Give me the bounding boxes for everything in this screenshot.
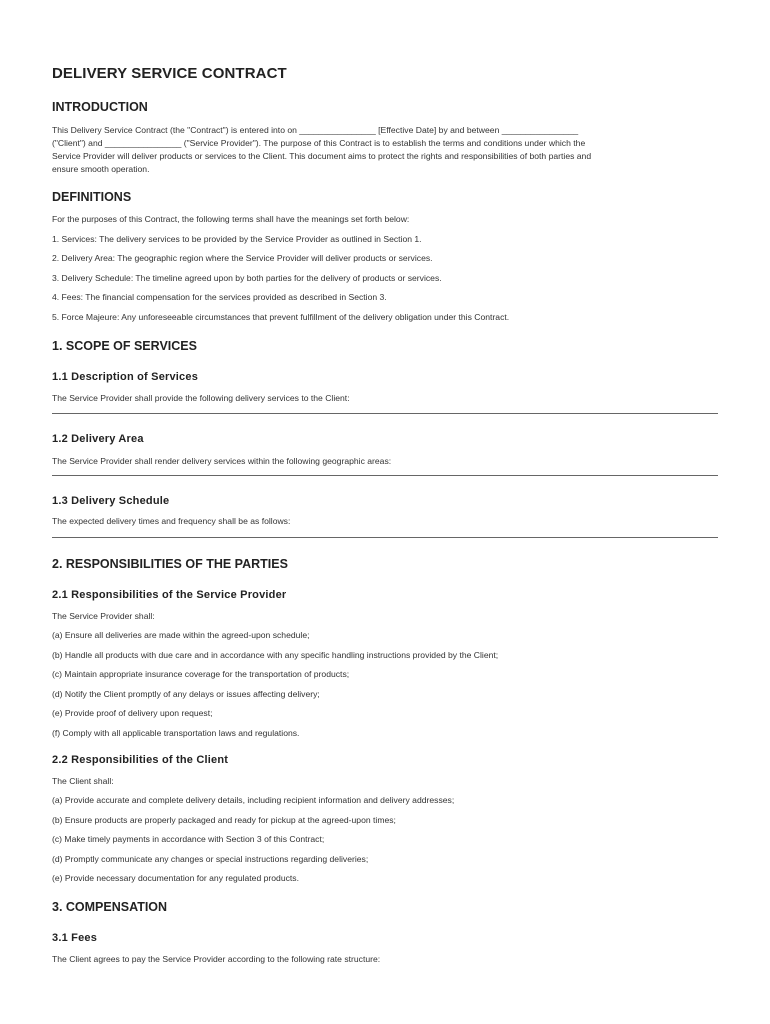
client-item: (e) Provide necessary documentation for any regulated products. xyxy=(52,873,299,883)
fees-text: The Client agrees to pay the Service Provider according to the following rate structure: xyxy=(52,954,381,964)
introduction-heading: INTRODUCTION xyxy=(52,100,148,114)
provider-item: (b) Handle all products with due care and in accordance with any specific handling instructions provided by the Client; xyxy=(52,650,499,660)
client-item: (d) Promptly communicate any changes or special instructions regarding deliveries; xyxy=(52,854,369,864)
delivery-schedule-heading: 1.3 Delivery Schedule xyxy=(52,495,170,507)
provider-responsibilities-heading: 2.1 Responsibilities of the Service Provider xyxy=(52,589,287,601)
delivery-area-text: The Service Provider shall render delivery services within the following geographic areas: xyxy=(52,456,392,466)
fill-in-line xyxy=(52,413,718,414)
provider-item: (a) Ensure all deliveries are made within the agreed-upon schedule; xyxy=(52,630,310,640)
client-item: (b) Ensure products are properly packaged and ready for pickup at the agreed-upon times; xyxy=(52,815,396,825)
provider-item: (d) Notify the Client promptly of any delays or issues affecting delivery; xyxy=(52,689,320,699)
client-item: (c) Make timely payments in accordance with Section 3 of this Contract; xyxy=(52,834,325,844)
fill-in-line xyxy=(52,537,718,538)
description-of-services-heading: 1.1 Description of Services xyxy=(52,371,199,383)
fees-heading: 3.1 Fees xyxy=(52,932,98,944)
definition-item: 3. Delivery Schedule: The timeline agreed upon by both parties for the delivery of products or services. xyxy=(52,273,442,283)
delivery-area-heading: 1.2 Delivery Area xyxy=(52,433,144,445)
introduction-line: ensure smooth operation. xyxy=(52,164,150,174)
document-title: DELIVERY SERVICE CONTRACT xyxy=(52,65,287,82)
definition-item: 4. Fees: The financial compensation for the services provided as described in Section 3. xyxy=(52,292,387,302)
definition-item: 2. Delivery Area: The geographic region where the Service Provider will deliver products or services. xyxy=(52,253,433,263)
provider-item: (f) Comply with all applicable transportation laws and regulations. xyxy=(52,728,300,738)
introduction-line: ("Client") and ________________ ("Service Provider"). The purpose of this Contract is to establish the terms and conditions under which the xyxy=(52,138,586,148)
scope-heading: 1. SCOPE OF SERVICES xyxy=(52,339,197,353)
definition-item: 1. Services: The delivery services to be provided by the Service Provider as outlined in Section 1. xyxy=(52,234,422,244)
fill-in-line xyxy=(52,475,718,476)
delivery-schedule-text: The expected delivery times and frequency shall be as follows: xyxy=(52,516,291,526)
client-responsibilities-heading: 2.2 Responsibilities of the Client xyxy=(52,754,229,766)
client-intro: The Client shall: xyxy=(52,776,114,786)
definitions-heading: DEFINITIONS xyxy=(52,190,132,204)
introduction-line: Service Provider will deliver products or services to the Client. This document aims to protect the rights and responsibilities of both parties and xyxy=(52,151,592,161)
introduction-paragraph xyxy=(52,124,712,176)
provider-item: (e) Provide proof of delivery upon request; xyxy=(52,708,213,718)
definition-item: 5. Force Majeure: Any unforeseeable circumstances that prevent fulfillment of the delivery obligation under this Contract. xyxy=(52,312,510,322)
provider-intro: The Service Provider shall: xyxy=(52,611,155,621)
provider-item: (c) Maintain appropriate insurance coverage for the transportation of products; xyxy=(52,669,350,679)
introduction-line: This Delivery Service Contract (the "Contract") is entered into on ________________ [Effective Date] by and between ________________ xyxy=(52,125,579,135)
client-item: (a) Provide accurate and complete delivery details, including recipient information and delivery addresses; xyxy=(52,795,455,805)
description-of-services-text: The Service Provider shall provide the following delivery services to the Client: xyxy=(52,393,350,403)
definitions-intro: For the purposes of this Contract, the following terms shall have the meanings set forth below: xyxy=(52,214,410,224)
compensation-heading: 3. COMPENSATION xyxy=(52,900,168,914)
responsibilities-heading: 2. RESPONSIBILITIES OF THE PARTIES xyxy=(52,557,288,571)
